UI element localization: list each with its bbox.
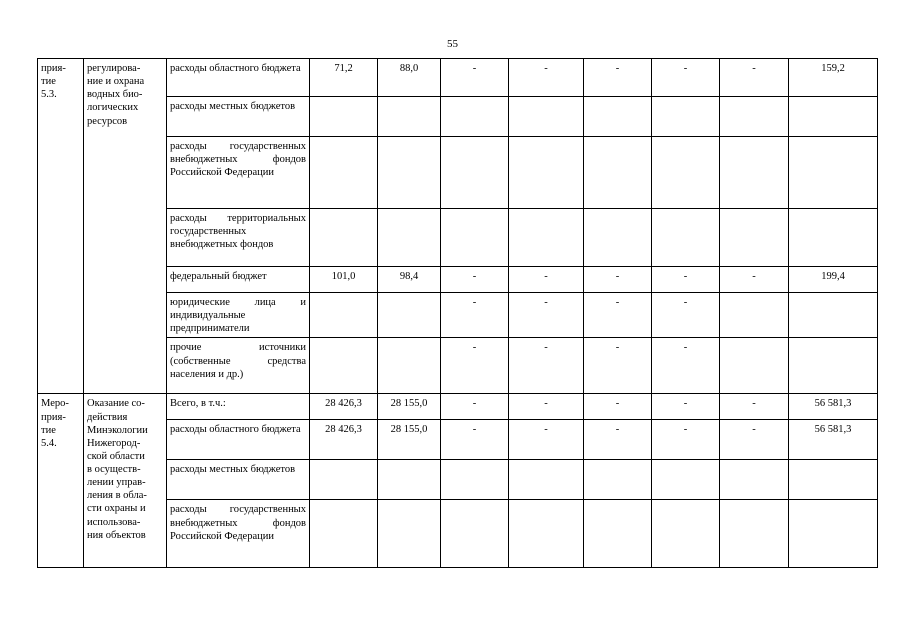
value-cell: 88,0 [378,59,441,97]
value-cell [378,293,441,338]
value-cell [509,137,584,209]
value-cell: - [584,267,652,293]
value-cell: 101,0 [310,267,378,293]
event-number-cell: Меро- прия- тие 5.4. [38,394,84,568]
funding-source-cell: федеральный бюджет [167,267,310,293]
value-cell [310,97,378,137]
value-cell [378,209,441,267]
budget-table [37,58,878,568]
value-cell: - [441,293,509,338]
value-cell: - [509,394,584,420]
funding-source-cell: расходы государственных внебюджетных фондов Российской Федерации [167,500,310,568]
value-cell [652,137,720,209]
table-row [38,394,878,420]
value-cell [584,97,652,137]
value-cell [441,460,509,500]
event-number-cell: прия- тие 5.3. [38,59,84,394]
funding-source-cell: расходы государственных внебюджетных фондов Российской Федерации [167,137,310,209]
value-cell [441,137,509,209]
funding-source-cell: расходы местных бюджетов [167,97,310,137]
value-cell: - [652,420,720,460]
value-cell [310,338,378,394]
value-cell: - [720,420,789,460]
value-cell: - [584,420,652,460]
value-cell [720,338,789,394]
value-cell [789,460,878,500]
value-cell [509,97,584,137]
value-cell [584,209,652,267]
value-cell: - [584,394,652,420]
value-cell: - [509,59,584,97]
value-cell: - [652,293,720,338]
value-cell: - [584,338,652,394]
value-cell [509,460,584,500]
value-cell [652,97,720,137]
value-cell [720,460,789,500]
value-cell: - [720,394,789,420]
funding-source-cell: расходы местных бюджетов [167,460,310,500]
value-cell: 28 155,0 [378,394,441,420]
value-cell [720,137,789,209]
value-cell [720,97,789,137]
value-cell [652,460,720,500]
value-cell [789,209,878,267]
value-cell: - [652,394,720,420]
value-cell: - [584,59,652,97]
value-cell [584,500,652,568]
value-cell: 56 581,3 [789,394,878,420]
value-cell [789,293,878,338]
value-cell [378,338,441,394]
value-cell: - [441,59,509,97]
value-cell: - [509,267,584,293]
funding-source-cell: расходы территориальных государственных внебюджетных фондов [167,209,310,267]
value-cell [310,137,378,209]
value-cell: 28 155,0 [378,420,441,460]
value-cell [789,338,878,394]
value-cell: - [509,420,584,460]
funding-source-cell: прочие источники (собственные средства населения и др.) [167,338,310,394]
value-cell: - [720,59,789,97]
value-cell [310,460,378,500]
value-cell: - [441,338,509,394]
value-cell [310,500,378,568]
value-cell: 28 426,3 [310,394,378,420]
funding-source-cell: Всего, в т.ч.: [167,394,310,420]
value-cell: - [652,59,720,97]
page-number: 55 [447,38,458,50]
value-cell [720,293,789,338]
value-cell: - [720,267,789,293]
value-cell: 56 581,3 [789,420,878,460]
value-cell: - [584,293,652,338]
value-cell [720,209,789,267]
value-cell [509,500,584,568]
value-cell [509,209,584,267]
value-cell: - [509,293,584,338]
table-body [38,59,878,568]
value-cell [652,209,720,267]
table-row [38,59,878,97]
value-cell [441,209,509,267]
funding-source-cell: расходы областного бюджета [167,420,310,460]
value-cell [789,137,878,209]
value-cell [584,137,652,209]
value-cell: 199,4 [789,267,878,293]
value-cell [441,97,509,137]
value-cell [378,137,441,209]
value-cell [789,97,878,137]
event-name-cell: регулирова- ние и охрана водных био- логических ресурсов [84,59,167,394]
funding-source-cell: расходы областного бюджета [167,59,310,97]
value-cell: 98,4 [378,267,441,293]
value-cell: - [652,267,720,293]
value-cell: - [441,394,509,420]
value-cell: - [441,267,509,293]
value-cell [378,460,441,500]
event-name-cell: Оказание со- действия Минэкологии Нижегород- ской области в осуществ- лении управ- ления в обла- сти охраны и использова- ния объектов [84,394,167,568]
value-cell [789,500,878,568]
value-cell: 159,2 [789,59,878,97]
value-cell [310,293,378,338]
value-cell [310,209,378,267]
value-cell: - [509,338,584,394]
value-cell [378,500,441,568]
value-cell [441,500,509,568]
value-cell: - [441,420,509,460]
funding-source-cell: юридические лица и индивидуальные предприниматели [167,293,310,338]
value-cell [584,460,652,500]
value-cell [720,500,789,568]
value-cell: 28 426,3 [310,420,378,460]
value-cell [652,500,720,568]
value-cell: 71,2 [310,59,378,97]
value-cell [378,97,441,137]
value-cell: - [652,338,720,394]
